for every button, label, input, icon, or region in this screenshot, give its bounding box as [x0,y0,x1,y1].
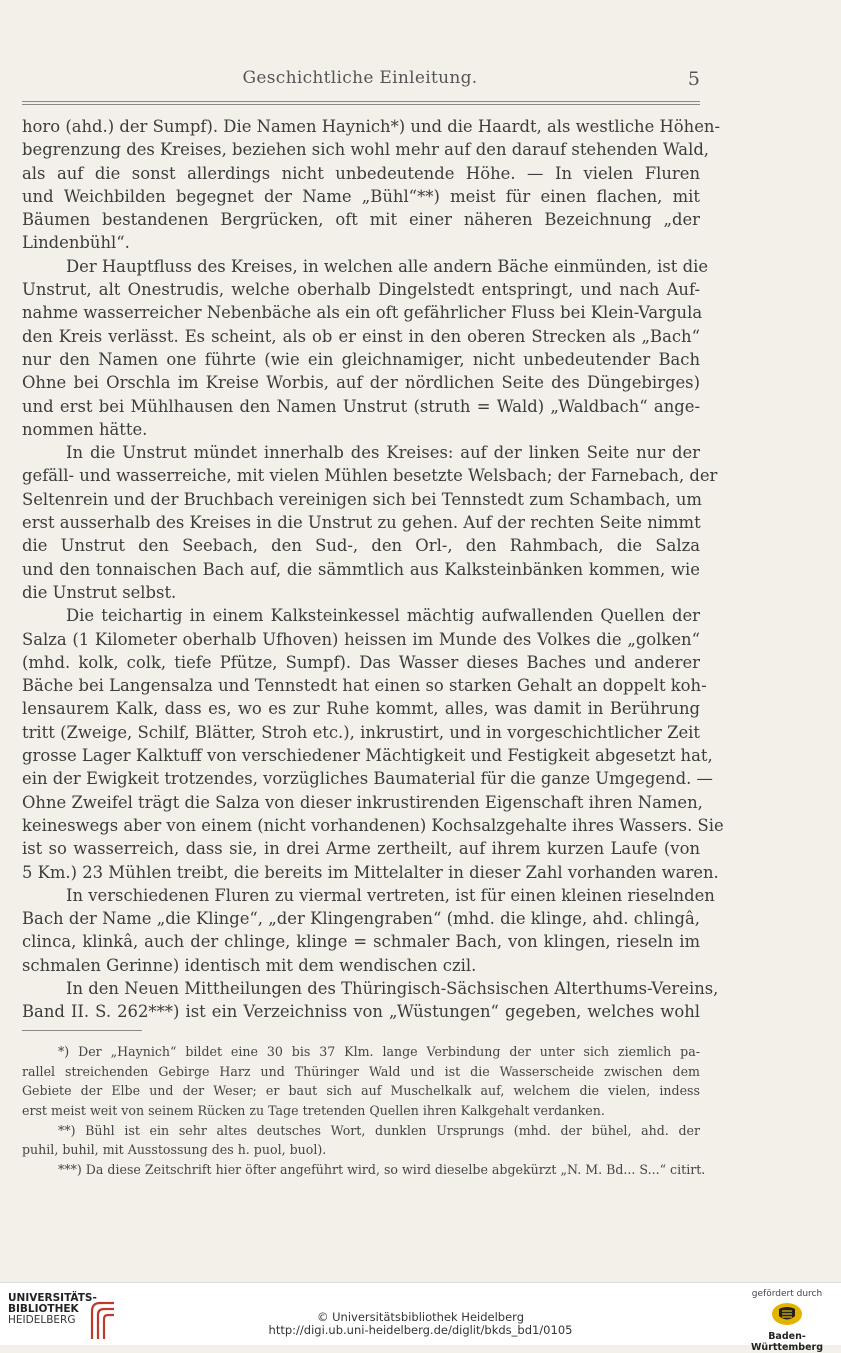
running-title: Geschichtliche Einleitung. [242,68,478,88]
text-line: die Unstrut den Seebach, den Sud-, den Orl-, den Rahmbach, die Salza [22,536,700,556]
text-line: horo (ahd.) der Sumpf). Die Namen Haynich*) und die Haardt, als westliche Höhen- [22,117,721,136]
text-line: Lindenbühl“. [22,233,130,253]
footnote-rule [22,1030,142,1031]
header-rule [22,101,700,105]
text-line: den Kreis verlässt. Es scheint, als ob er einst in den oberen Strecken als „Bach“ [22,326,700,346]
text-line: keineswegs aber von einem (nicht vorhandenen) Kochsalzgehalte ihres Wassers. Sie [22,815,724,835]
page-number: 5 [687,68,700,90]
text-line: und Weichbilden begegnet der Name „Bühl“**) meist für einen flachen, mit [22,186,700,206]
viewer-footer [0,1282,841,1353]
text-line: Bäche bei Langensalza und Tennstedt hat einen so starken Gehalt an doppelt koh- [22,676,707,696]
text-line: Ohne bei Orschla im Kreise Worbis, auf der nördlichen Seite des Düngebirges) [22,373,700,393]
library-line-1: UNIVERSITÄTS- [8,1292,97,1304]
text-line: und erst bei Mühlhausen den Namen Unstrut (struth = Wald) „Waldbach“ ange- [22,396,700,416]
text-line: Der Hauptfluss des Kreises, in welchen alle andern Bäche einmünden, ist die [66,256,709,276]
text-line: als auf die sonst allerdings nicht unbedeutende Höhe. — In vielen Fluren [22,163,700,183]
text-line: ein der Ewigkeit trotzendes, vorzügliches Baumaterial für die ganze Umgegend. — [22,769,713,789]
coat-of-arms-icon [770,1302,804,1326]
text-line: clinca, klinkâ, auch der chlinge, klinge = schmaler Bach, von klingen, rieseln im [22,932,700,952]
text-line: (mhd. kolk, colk, tiefe Pfütze, Sumpf). Das Wasser dieses Baches und anderer [22,652,700,672]
body-text [22,115,724,1024]
text-line: Seltenrein und der Bruchbach vereinigen sich bei Tennstedt zum Schambach, um [22,489,702,509]
footnote-line: Gebiete der Elbe und der Weser; er baut sich auf Muschelkalk auf, welchem die vielen, indess [22,1083,700,1099]
text-line: die Unstrut selbst. [22,582,177,602]
footnote-line: **) Bühl ist ein sehr altes deutsches Wort, dunklen Ursprungs (mhd. der bühel, ahd. der [58,1122,700,1138]
footnote-line: ***) Da diese Zeitschrift hier öfter angeführt wird, so wird dieselbe abgekürzt „N. M. Bd... S...“ citirt. [58,1162,706,1178]
funder-name: Baden-Württemberg [750,1331,824,1353]
running-head [20,68,700,98]
text-line: Bach der Name „die Klinge“, „der Klingengraben“ (mhd. die klinge, ahd. chlingâ, [22,909,700,929]
copyright-block [0,1311,841,1337]
text-line: Unstrut, alt Onestrudis, welche oberhalb Dingelstedt entspringt, und nach Auf- [22,280,700,300]
footnote-line: erst meist weit von seinem Rücken zu Tage tretenden Quellen ihren Kalkgehalt verdanken. [22,1103,605,1119]
text-line: Salza (1 Kilometer oberhalb Ufhoven) heissen im Munde des Volkes die „golken“ [22,629,700,649]
text-line: Bäumen bestandenen Bergrücken, oft mit einer näheren Bezeichnung „der [22,210,700,230]
footnote-line: puhil, buhil, mit Ausstossung des h. puol, buol). [22,1142,327,1158]
funded-by-label: gefördert durch [751,1289,823,1299]
text-line: Die teichartig in einem Kalksteinkessel mächtig aufwallenden Quellen der [66,606,700,626]
text-line: schmalen Gerinne) identisch mit dem wendischen czil. [22,955,477,975]
text-line: Ohne Zweifel trägt die Salza von dieser inkrustirenden Eigenschaft ihren Namen, [22,792,703,812]
footnote-line: rallel streichenden Gebirge Harz und Thüringer Wald und ist die Wasserscheide zwischen dem [22,1063,700,1079]
text-line: nahme wasserreicher Nebenbäche als ein oft gefährlicher Fluss bei Klein-Vargula [22,303,703,323]
permalink[interactable]: http://digi.ub.uni-heidelberg.de/diglit/bkds_bd1/0105 [268,1323,573,1337]
text-line: In verschiedenen Fluren zu viermal vertreten, ist für einen kleinen rieselnden [66,885,715,905]
text-line: begrenzung des Kreises, beziehen sich wohl mehr auf den darauf stehenden Wald, [22,140,710,160]
text-line: In die Unstrut mündet innerhalb des Kreises: auf der linken Seite nur der [66,443,700,463]
text-line: lensaurem Kalk, dass es, wo es zur Ruhe kommt, alles, was damit in Berührung [22,699,700,719]
text-line: Band II. S. 262***) ist ein Verzeichniss von „Wüstungen“ gegeben, welches wohl [22,1002,700,1022]
text-line: und den tonnaischen Bach auf, die sämmtlich aus Kalksteinbänken kommen, wie [22,559,700,579]
footnote-line: *) Der „Haynich“ bildet eine 30 bis 37 Klm. lange Verbindung der unter sich ziemlich pa- [58,1044,700,1059]
text-line: grosse Lager Kalktuff von verschiedener Mächtigkeit und Festigkeit abgesetzt hat, [22,746,713,766]
text-line: nur den Namen one führte (wie ein gleichnamiger, nicht unbedeutender Bach [22,349,700,369]
text-line: 5 Km.) 23 Mühlen treibt, die bereits im Mittelalter in dieser Zahl vorhanden waren. [22,862,719,882]
text-line: tritt (Zweige, Schilf, Blätter, Stroh etc.), inkrustirt, und in vorgeschichtlicher Zeit [22,722,700,742]
text-line: gefäll- und wasserreiche, mit vielen Mühlen besetzte Welsbach; der Farnebach, der [22,466,718,486]
text-line: erst ausserhalb des Kreises in die Unstrut zu gehen. Auf der rechten Seite nimmt [22,513,701,533]
funder-block[interactable] [747,1289,827,1353]
text-line: nommen hätte. [22,419,148,439]
copyright-text: © Universitätsbibliothek Heidelberg [316,1310,524,1324]
text-line: ist so wasserreich, dass sie, in drei Arme zertheilt, auf ihrem kurzen Laufe (von [22,839,700,859]
library-line-2: BIBLIOTHEK [8,1303,79,1315]
footnotes [22,1042,706,1180]
text-line: In den Neuen Mittheilungen des Thüringisch-Sächsischen Alterthums-Vereins, [66,978,719,998]
library-line-3: HEIDELBERG [8,1314,76,1326]
